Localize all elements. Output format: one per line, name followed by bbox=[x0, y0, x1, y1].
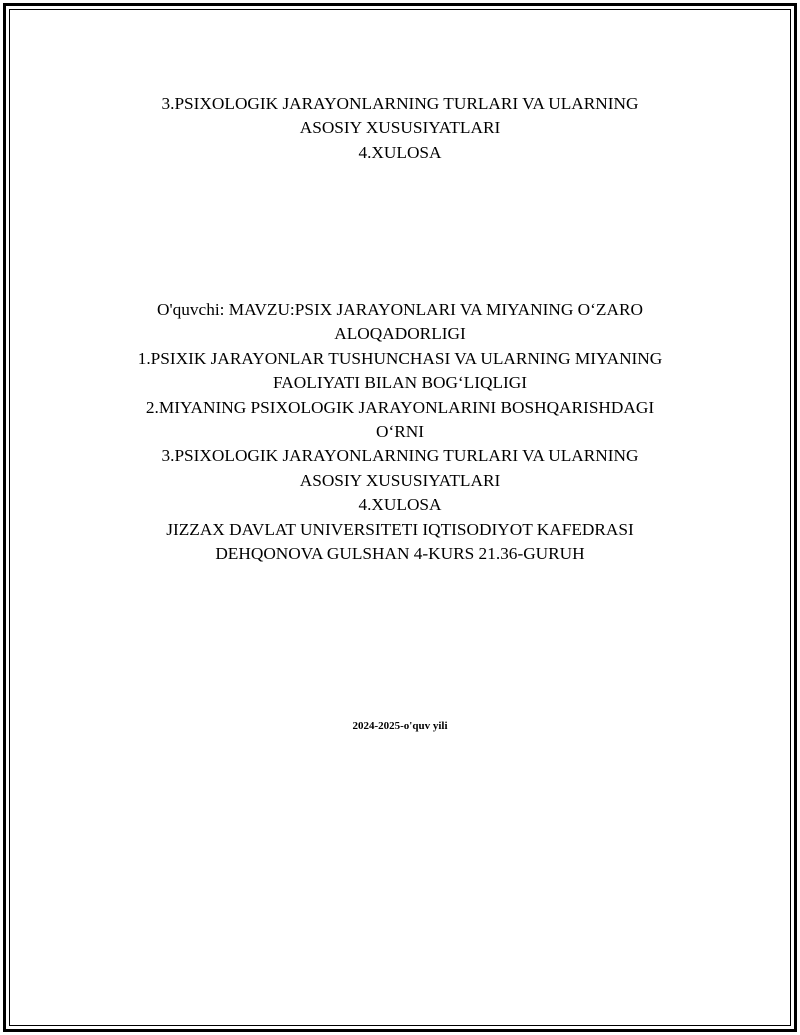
university-line: JIZZAX DAVLAT UNIVERSITETI IQTISODIYOT KAFEDRASI bbox=[166, 519, 634, 539]
plan-item-line: 1.PSIXIK JARAYONLAR TUSHUNCHASI VA ULARNING MIYANING bbox=[137, 348, 663, 368]
contents-line: 4.XULOSA bbox=[358, 142, 442, 162]
plan-item-line: 2.MIYANING PSIXOLOGIK JARAYONLARINI BOSHQARISHDAGI bbox=[145, 397, 655, 417]
plan-item-line: ASOSIY XUSUSIYATLARI bbox=[299, 470, 501, 490]
plan-item-line: 3.PSIXOLOGIK JARAYONLARNING TURLARI VA ULARNING bbox=[161, 446, 639, 466]
topic-line: ALOQADORLIGI bbox=[334, 324, 466, 344]
plan-item-line: O‘RNI bbox=[376, 422, 424, 442]
title-block bbox=[0, 298, 800, 566]
plan-item-line: 4.XULOSA bbox=[358, 495, 442, 515]
contents-line: 3.PSIXOLOGIK JARAYONLARNING TURLARI VA ULARNING bbox=[161, 94, 639, 113]
academic-year: 2024-2025-o'quv yili bbox=[352, 720, 448, 732]
contents-line: ASOSIY XUSUSIYATLARI bbox=[299, 118, 501, 138]
topic-line: O'quvchi: MAVZU:PSIX JARAYONLARI VA MIYANING O‘ZARO bbox=[157, 300, 643, 319]
plan-item-line: FAOLIYATI BILAN BOG‘LIQLIGI bbox=[272, 373, 528, 393]
contents-continuation bbox=[0, 92, 800, 165]
author-line: DEHQONOVA GULSHAN 4-KURS 21.36-GURUH bbox=[215, 544, 585, 564]
